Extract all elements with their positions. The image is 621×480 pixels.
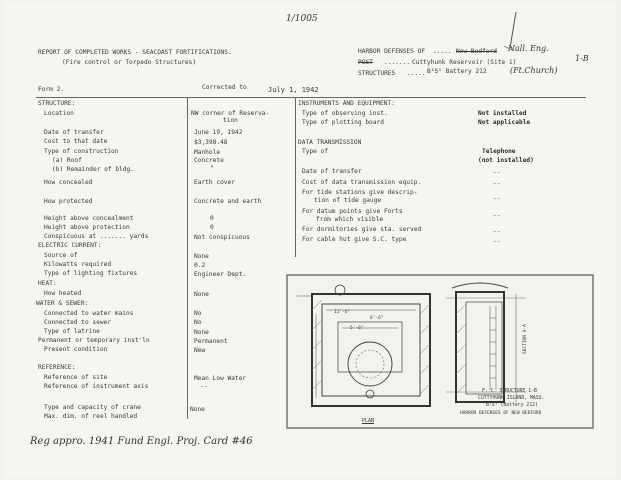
section-label: SECTION A-A: [523, 324, 528, 354]
observing-value: Not installed: [478, 110, 527, 117]
plotting-value: Not applicable: [478, 119, 531, 126]
transmission-heading: DATA TRANSMISSION: [298, 139, 362, 146]
drawing-caption-4: HARBOR DEFENSES OF NEW BEDFORD: [460, 411, 542, 416]
transmission-cost-value: --: [493, 180, 501, 187]
pen-mark-icon: [500, 8, 530, 53]
conspicuous-value: Not conspicuous: [194, 234, 250, 241]
electric-heading: ELECTRIC CURRENT:: [38, 242, 102, 249]
harbor-value: New Bedford: [456, 48, 497, 55]
col-divider-1: [187, 97, 188, 419]
location-value: NW corner of Reserva-: [191, 110, 270, 117]
handwritten-right-note: Nall. Eng.: [508, 44, 549, 53]
dimension-label-3: 8'-6": [370, 316, 384, 321]
crane-label: Type and capacity of crane: [44, 404, 141, 411]
reference-axis-value: --: [200, 383, 208, 390]
harbor-label: HARBOR DEFENSES OF: [358, 48, 426, 55]
post-label: POST: [358, 59, 373, 66]
corrected-date: July 1, 1942: [268, 86, 319, 94]
height-concealment-value: 0: [210, 215, 214, 222]
dormitories-value: --: [493, 228, 501, 235]
table-top-rule: [36, 97, 586, 98]
transmission-type-label: Type of: [302, 148, 329, 155]
roof-value: Concrete: [194, 157, 224, 164]
reference-axis-label: Reference of instrument axis: [44, 383, 149, 390]
structure-heading: STRUCTURE:: [38, 100, 76, 107]
post-value: Cuttyhunk Reservoir (Site 1): [412, 59, 517, 66]
lighting-label: Type of lighting fixtures: [44, 270, 138, 277]
construction-type-value: Manhole: [194, 149, 221, 156]
remainder-value: ": [210, 165, 214, 172]
height-protection-label: Height above protection: [44, 224, 130, 231]
condition-value: New: [194, 347, 206, 354]
structures-value: B¹S¹ Battery 212: [427, 68, 487, 75]
protected-value: Concrete and earth: [194, 198, 262, 205]
sewer-label: Connected to sewer: [44, 319, 112, 326]
installation-value: Permanent: [194, 338, 228, 345]
height-protection-value: 0: [210, 224, 214, 231]
drawing-caption-1: F. C. STRUCTURE 1-B: [482, 389, 537, 394]
date-transfer-label: Date of transfer: [44, 129, 104, 136]
cost-value: $3,398.48: [194, 139, 228, 146]
cable-hut-label: For cable hut give S.C. type: [302, 236, 407, 243]
datum-value: --: [493, 212, 501, 219]
reference-heading: REFERENCE:: [38, 364, 76, 371]
drawing-frame: [286, 274, 594, 429]
heated-label: How heated: [44, 290, 82, 297]
kilowatts-value: 0.2: [194, 262, 206, 269]
roof-label: (a) Roof: [52, 157, 82, 164]
location-value-cont: tion: [223, 117, 238, 124]
latrine-label: Type of latrine: [44, 328, 100, 335]
col-divider-2: [295, 97, 296, 257]
height-concealment-label: Height above concealment: [44, 215, 134, 222]
lighting-value: Engineer Dept.: [194, 271, 247, 278]
reel-label: Max. dim. of reel handled: [44, 413, 138, 420]
transmission-date-label: Date of transfer: [302, 168, 362, 175]
cable-hut-value: --: [493, 238, 501, 245]
crane-value: None: [190, 406, 205, 413]
datum-label: For datum points give Forts: [302, 208, 403, 215]
protected-label: How protected: [44, 198, 93, 205]
reference-site-label: Reference of site: [44, 374, 108, 381]
conspicuous-label: Conspicuous at ....... yards: [44, 233, 149, 240]
construction-type-label: Type of construction: [44, 148, 119, 155]
handwritten-site-note: 1-B: [575, 54, 589, 63]
dormitories-label: For dormitories give sta. served: [302, 226, 422, 233]
plotting-label: Type of plotting board: [302, 119, 384, 126]
drawing-caption-3: B¹S¹ (Battery 212): [486, 403, 538, 408]
installation-label: Permanent or temporary inst'ln: [38, 337, 150, 344]
dimension-label-1: 11'-6": [334, 310, 351, 315]
instruments-heading: INSTRUMENTS AND EQUIPMENT:: [298, 100, 395, 107]
water-mains-value: No: [194, 310, 202, 317]
reference-site-value: Mean Low Water: [194, 375, 247, 382]
electric-source-label: Source of: [44, 252, 78, 259]
transmission-date-value: --: [493, 169, 501, 176]
drawing-caption-2: CUTTYHUNK ISLAND, MASS.: [478, 396, 545, 401]
form-number: Form 2.: [38, 86, 65, 93]
sewer-value: No: [194, 319, 202, 326]
water-mains-label: Connected to water mains: [44, 310, 134, 317]
condition-label: Present condition: [44, 346, 108, 353]
location-label: Location: [44, 110, 74, 117]
concealed-label: How concealed: [44, 179, 93, 186]
concealed-value: Earth cover: [194, 179, 235, 186]
transmission-cost-label: Cost of data transmission equip.: [302, 179, 422, 186]
datum-label-cont: from which visible: [316, 216, 384, 223]
observing-label: Type of observing inst.: [302, 110, 388, 117]
tide-value: --: [493, 195, 501, 202]
water-heading: WATER & SEWER:: [36, 300, 89, 307]
tide-label-cont: tion of tide gauge: [314, 197, 382, 204]
handwritten-top-note: 1/1005: [286, 14, 318, 24]
dimension-label-2: 5'-6": [350, 326, 364, 331]
kilowatts-label: Kilowatts required: [44, 261, 112, 268]
electric-source-value: None: [194, 253, 209, 260]
plan-label: PLAN: [362, 418, 375, 424]
tide-label: For tide stations give descrip-: [302, 189, 418, 196]
heated-value: None: [194, 291, 209, 298]
handwritten-battery-note: (Ft.Church): [510, 66, 558, 75]
structures-label: STRUCTURES: [358, 70, 396, 77]
transmission-type-value: Telephone: [482, 148, 516, 155]
remainder-label: (b) Remainder of bldg.: [52, 166, 134, 173]
report-subtitle: (Fire control or Torpedo Structures): [62, 59, 197, 66]
report-title: REPORT OF COMPLETED WORKS - SEACOAST FORTIFICATIONS.: [38, 49, 232, 56]
transmission-type-note: (not installed): [478, 157, 534, 164]
corrected-label: Corrected to: [202, 84, 247, 91]
heat-heading: HEAT:: [38, 280, 57, 287]
cost-label: Cost to that date: [44, 138, 108, 145]
date-transfer-value: June 19, 1942: [194, 129, 243, 136]
latrine-value: None: [194, 329, 209, 336]
handwritten-bottom-note: Reg appro. 1941 Fund Engl. Proj. Card #46: [30, 436, 253, 447]
